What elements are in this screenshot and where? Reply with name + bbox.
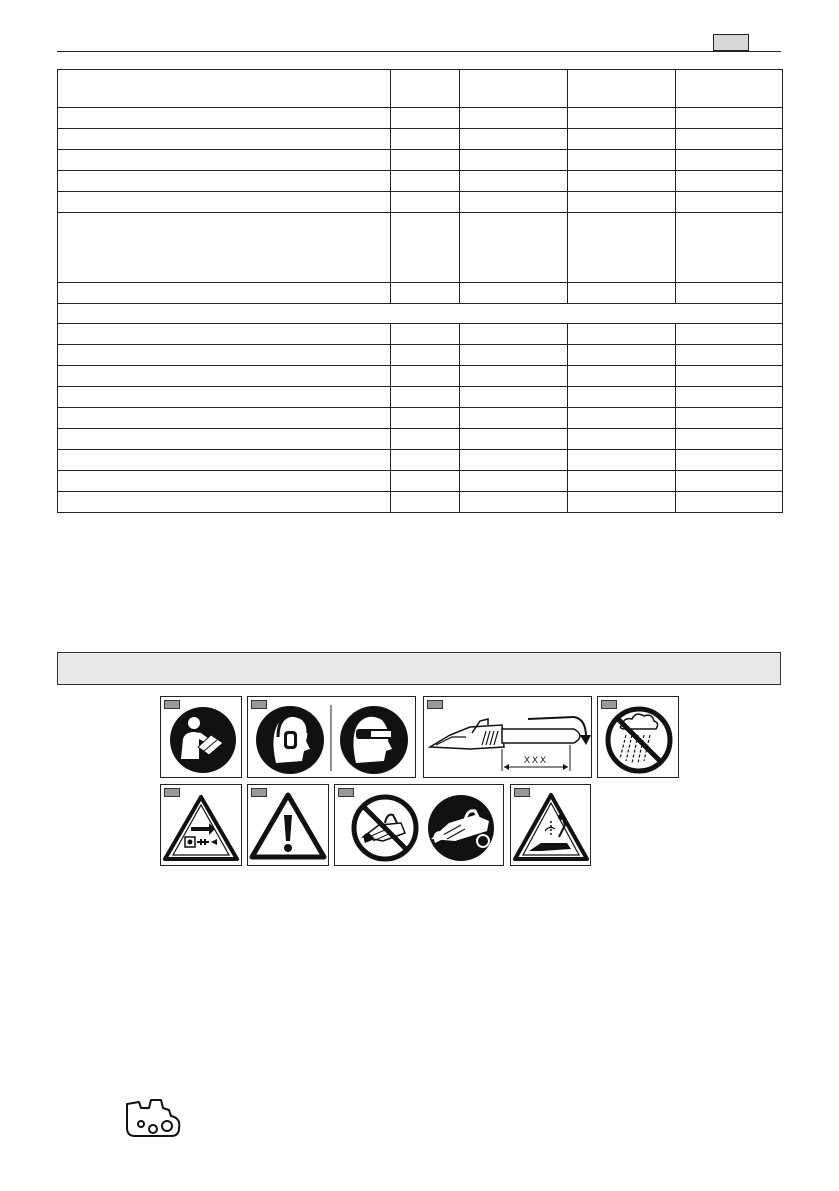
table-cell — [391, 283, 460, 304]
table-cell — [676, 283, 783, 304]
table-cell — [58, 492, 391, 513]
table-row — [58, 345, 783, 366]
table-cell — [58, 70, 391, 108]
symbol-bar-length — [423, 696, 592, 778]
table-cell — [568, 366, 676, 387]
table-cell — [460, 492, 568, 513]
table-cell — [676, 108, 783, 129]
table-cell — [568, 450, 676, 471]
table-row — [58, 492, 783, 513]
table-cell — [391, 450, 460, 471]
table-cell — [58, 283, 391, 304]
table-cell — [460, 213, 568, 283]
table-cell — [676, 471, 783, 492]
chain-tooth-icon — [123, 1096, 183, 1140]
table-cell — [391, 345, 460, 366]
specifications-table — [57, 69, 783, 513]
read-manual-icon — [161, 697, 241, 777]
table-cell — [676, 429, 783, 450]
table-cell — [676, 408, 783, 429]
table-cell — [58, 213, 391, 283]
table-row — [58, 408, 783, 429]
table-header-row — [58, 70, 783, 108]
page-number-tab — [713, 34, 749, 51]
kickback-warning-icon — [511, 785, 590, 865]
header-rule — [57, 51, 781, 52]
table-cell — [391, 150, 460, 171]
table-cell — [676, 129, 783, 150]
table-section-row — [58, 304, 783, 324]
table-cell — [460, 192, 568, 213]
table-cell — [58, 366, 391, 387]
table-cell — [391, 171, 460, 192]
table-cell — [58, 108, 391, 129]
table-cell — [568, 471, 676, 492]
table-cell — [460, 324, 568, 345]
disconnect-spark-plug-warning-icon — [161, 785, 241, 865]
table-cell — [568, 150, 676, 171]
symbol-hearing-eye-protection — [247, 696, 416, 778]
table-cell — [460, 283, 568, 304]
table-cell — [58, 429, 391, 450]
symbol-two-hand-operation — [334, 784, 504, 866]
table-cell — [676, 192, 783, 213]
table-cell — [391, 192, 460, 213]
table-row — [58, 387, 783, 408]
table-row — [58, 171, 783, 192]
no-rain-icon — [598, 697, 678, 777]
table-cell — [460, 108, 568, 129]
table-cell — [391, 213, 460, 283]
table-cell — [391, 366, 460, 387]
table-cell — [676, 366, 783, 387]
table-cell — [676, 450, 783, 471]
table-row — [58, 429, 783, 450]
symbol-kickback-warning — [510, 784, 591, 866]
table-row — [58, 213, 783, 283]
table-cell — [460, 345, 568, 366]
symbol-no-rain — [597, 696, 679, 778]
table-cell — [568, 345, 676, 366]
chainsaw-bar-length-icon — [424, 697, 591, 777]
table-cell — [58, 192, 391, 213]
table-cell — [391, 429, 460, 450]
table-cell — [568, 283, 676, 304]
table-row — [58, 283, 783, 304]
table-cell — [460, 129, 568, 150]
table-cell — [676, 213, 783, 283]
table-cell — [58, 304, 783, 324]
general-warning-icon — [248, 785, 328, 865]
table-cell — [58, 150, 391, 171]
symbol-read-manual — [160, 696, 242, 778]
symbol-disconnect-spark-plug — [160, 784, 242, 866]
section-heading-bar — [57, 652, 781, 685]
table-cell — [676, 70, 783, 108]
table-cell — [460, 387, 568, 408]
one-hand-use-prohibited-icon — [335, 785, 503, 865]
table-cell — [676, 171, 783, 192]
table-row — [58, 150, 783, 171]
table-cell — [568, 429, 676, 450]
table-cell — [460, 450, 568, 471]
table-cell — [58, 324, 391, 345]
table-row — [58, 366, 783, 387]
table-cell — [391, 70, 460, 108]
table-row — [58, 324, 783, 345]
table-cell — [58, 387, 391, 408]
table-cell — [568, 492, 676, 513]
table-cell — [391, 324, 460, 345]
table-cell — [460, 150, 568, 171]
table-cell — [460, 171, 568, 192]
bar-length-label: XXX — [523, 755, 549, 765]
table-cell — [58, 129, 391, 150]
table-cell — [58, 345, 391, 366]
table-cell — [676, 324, 783, 345]
table-cell — [460, 429, 568, 450]
table-cell — [568, 129, 676, 150]
table-row — [58, 450, 783, 471]
table-cell — [58, 408, 391, 429]
table-cell — [568, 387, 676, 408]
table-cell — [676, 387, 783, 408]
table-row — [58, 471, 783, 492]
table-cell — [58, 450, 391, 471]
symbol-general-warning — [247, 784, 329, 866]
table-cell — [391, 108, 460, 129]
table-cell — [391, 492, 460, 513]
table-cell — [391, 129, 460, 150]
table-cell — [460, 70, 568, 108]
table-cell — [568, 70, 676, 108]
table-cell — [58, 171, 391, 192]
table-cell — [391, 471, 460, 492]
table-cell — [676, 345, 783, 366]
table-cell — [568, 171, 676, 192]
table-cell — [391, 387, 460, 408]
table-cell — [460, 366, 568, 387]
hearing-and-eye-protection-icon — [248, 697, 415, 777]
table-cell — [391, 408, 460, 429]
table-cell — [460, 471, 568, 492]
table-cell — [568, 324, 676, 345]
table-cell — [676, 150, 783, 171]
table-cell — [568, 192, 676, 213]
table-cell — [460, 408, 568, 429]
table-row — [58, 192, 783, 213]
table-row — [58, 129, 783, 150]
table-cell — [676, 492, 783, 513]
table-row — [58, 108, 783, 129]
table-cell — [568, 408, 676, 429]
table-cell — [58, 471, 391, 492]
table-cell — [568, 213, 676, 283]
table-cell — [568, 108, 676, 129]
